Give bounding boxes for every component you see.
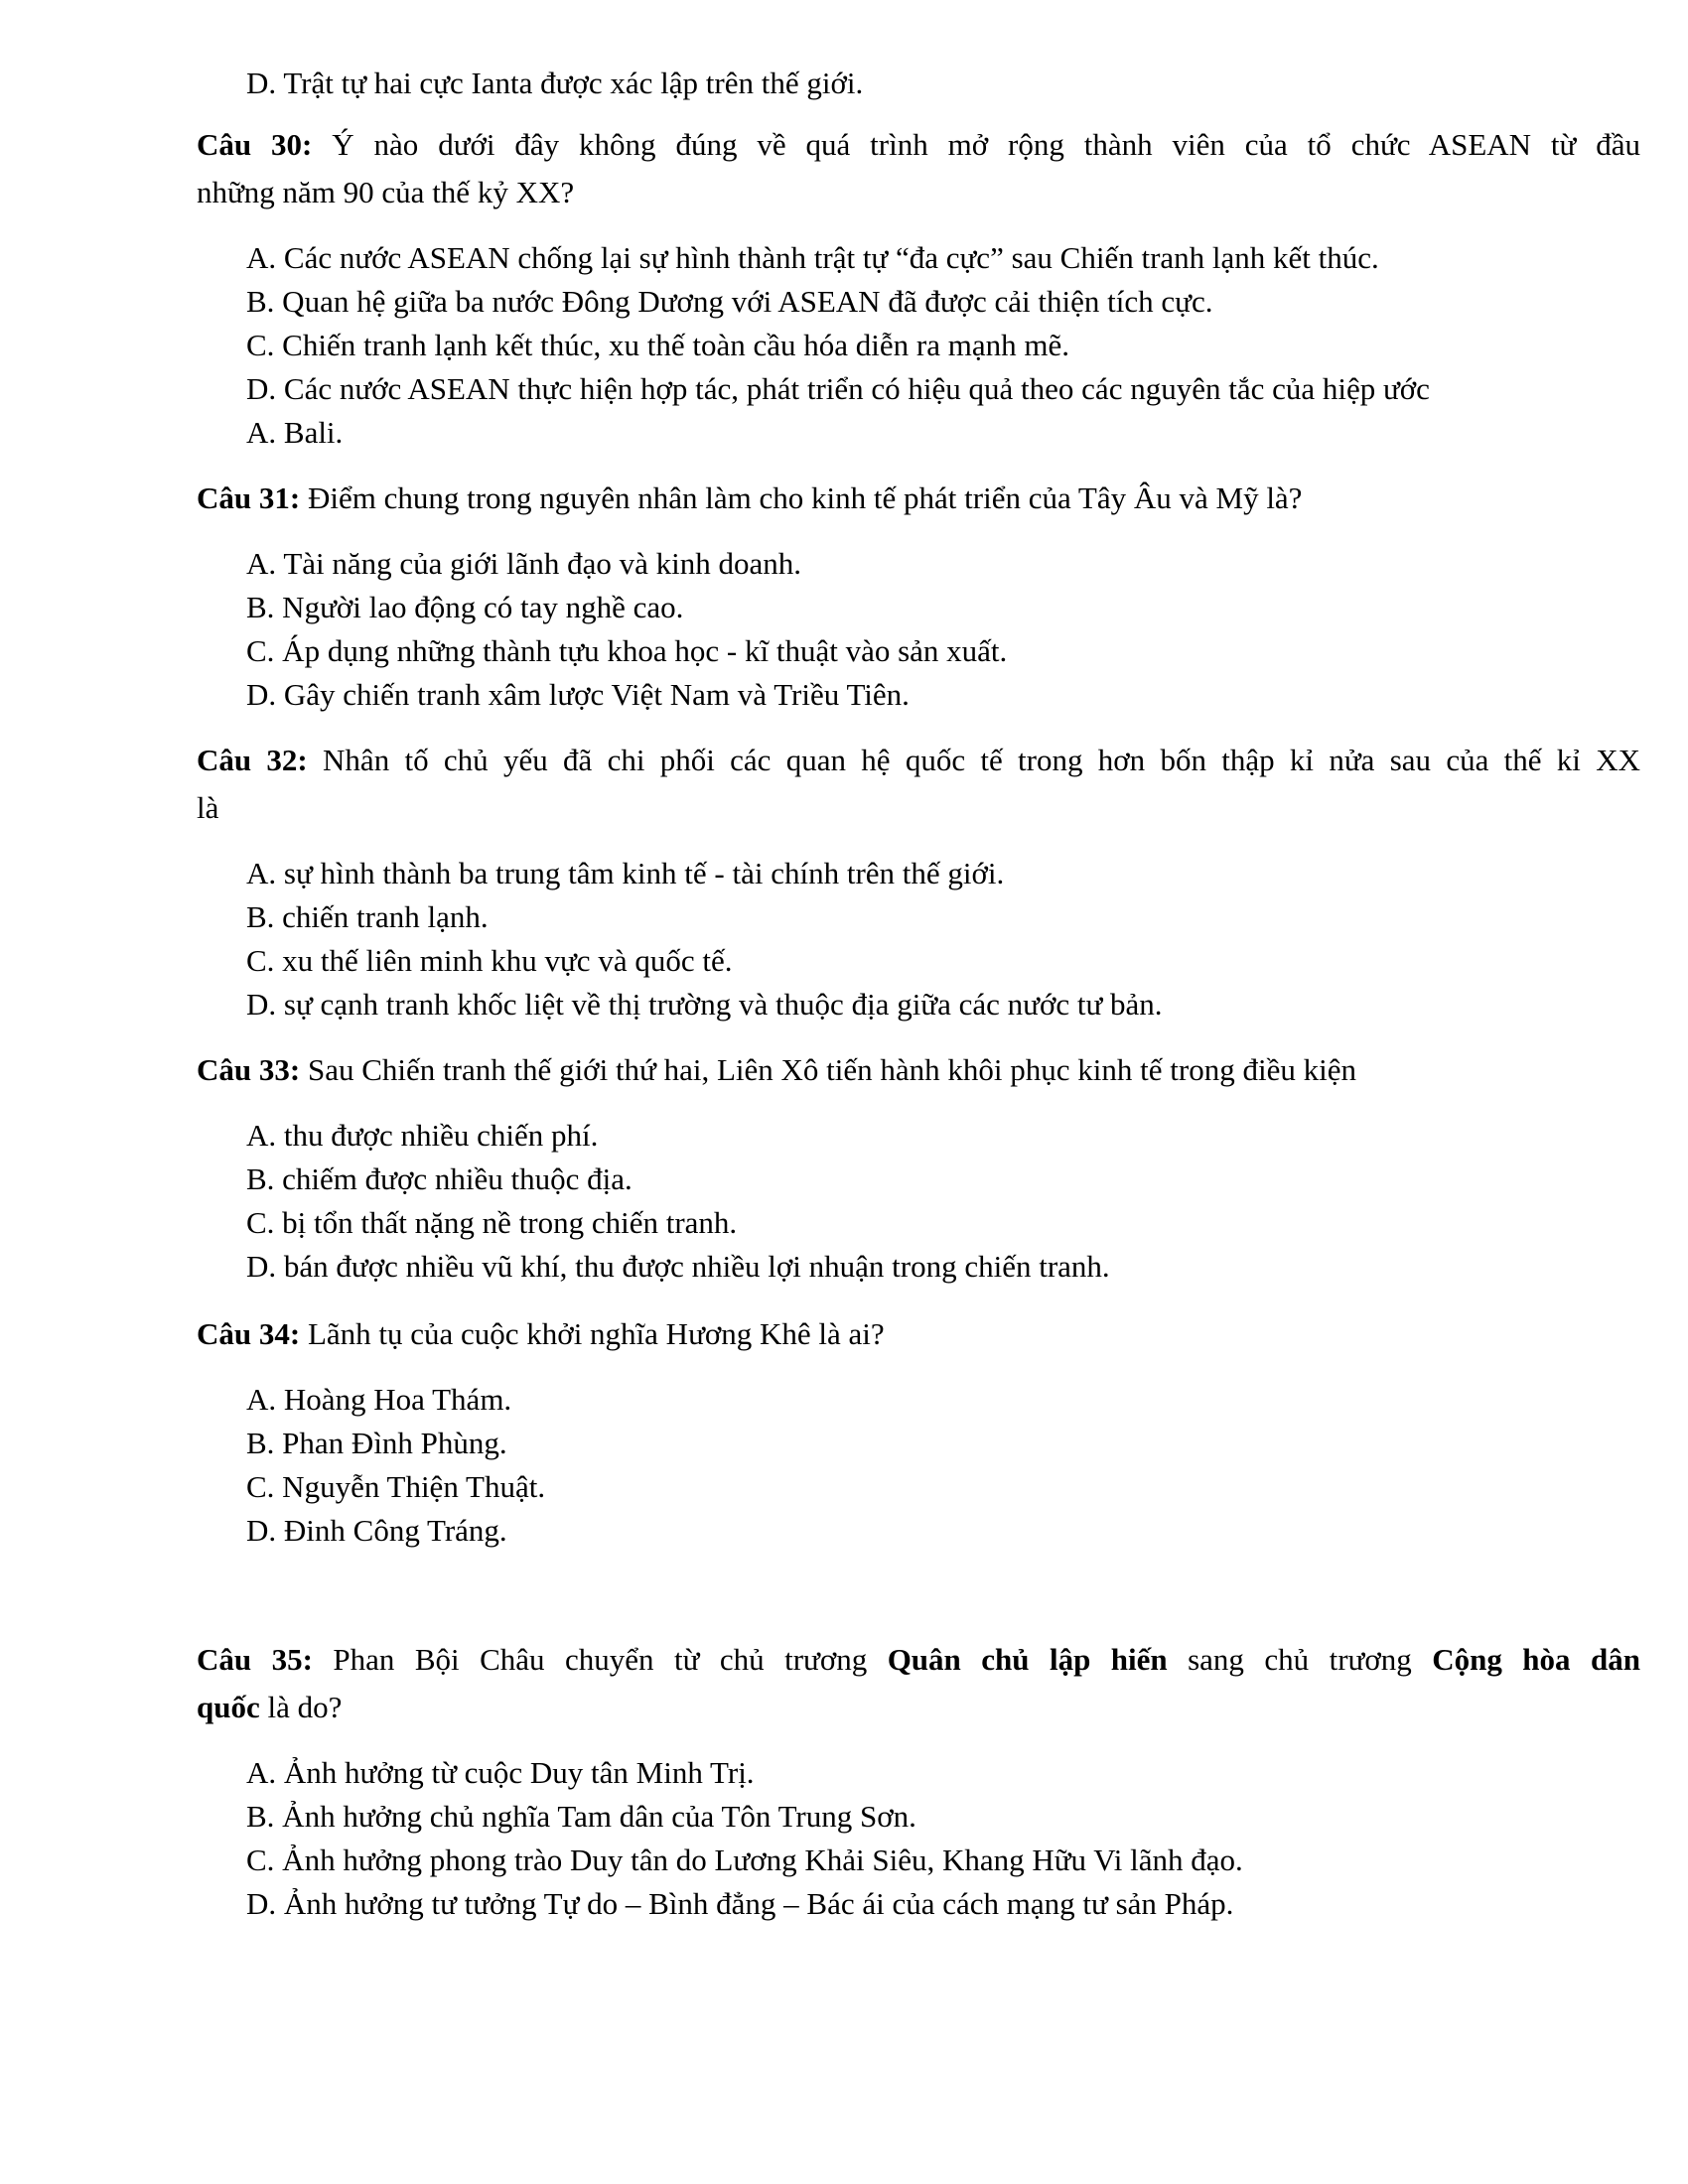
q35-number: Câu 35:	[197, 1642, 313, 1677]
q32-option-a: A. sự hình thành ba trung tâm kinh tế - tài chính trên thế giới.	[246, 856, 1005, 890]
q30-option-d: D. Các nước ASEAN thực hiện hợp tác, phát triển có hiệu quả theo các nguyên tắc của hiệp ước	[246, 371, 1430, 406]
q32-text-line2: là	[197, 790, 219, 825]
prev-option-d: D. Trật tự hai cực Ianta được xác lập trên thế giới.	[246, 66, 864, 100]
q32-option-b: B. chiến tranh lạnh.	[246, 899, 489, 934]
q30-text-line1: Ý nào dưới đây không đúng về quá trình mở rộng thành viên của tổ chức ASEAN từ đầu	[312, 127, 1640, 162]
q34-number: Câu 34:	[197, 1316, 301, 1351]
q33-stem	[197, 1052, 1356, 1088]
q34-option-b: B. Phan Đình Phùng.	[246, 1426, 507, 1460]
q33-text: Sau Chiến tranh thế giới thứ hai, Liên Xô tiến hành khôi phục kinh tế trong điều kiện	[300, 1052, 1356, 1087]
q32-number: Câu 32:	[197, 743, 308, 777]
q31-option-b: B. Người lao động có tay nghề cao.	[246, 590, 684, 624]
q35-stem-line2	[197, 1690, 342, 1725]
q30-option-a: A. Các nước ASEAN chống lại sự hình thành trật tự “đa cực” sau Chiến tranh lạnh kết thúc.	[246, 240, 1379, 275]
q35-option-c: C. Ảnh hưởng phong trào Duy tân do Lương Khải Siêu, Khang Hữu Vi lãnh đạo.	[246, 1843, 1243, 1877]
q30-option-e: A. Bali.	[246, 415, 344, 450]
q33-number: Câu 33:	[197, 1052, 301, 1087]
q35-option-b: B. Ảnh hưởng chủ nghĩa Tam dân của Tôn Trung Sơn.	[246, 1799, 916, 1834]
q30-option-b: B. Quan hệ giữa ba nước Đông Dương với ASEAN đã được cải thiện tích cực.	[246, 284, 1213, 319]
q31-text: Điểm chung trong nguyên nhân làm cho kinh tế phát triển của Tây Âu và Mỹ là?	[300, 480, 1303, 515]
q30-number: Câu 30:	[197, 127, 313, 162]
q30-stem-line1	[197, 127, 1640, 163]
q34-stem	[197, 1316, 885, 1352]
q34-option-c: C. Nguyễn Thiện Thuật.	[246, 1469, 546, 1504]
q31-option-a: A. Tài năng của giới lãnh đạo và kinh doanh.	[246, 546, 802, 581]
q35-bold-term-2: Cộng hòa dân	[1432, 1642, 1640, 1677]
q33-option-c: C. bị tổn thất nặng nề trong chiến tranh.	[246, 1205, 738, 1240]
q31-option-d: D. Gây chiến tranh xâm lược Việt Nam và Triều Tiên.	[246, 677, 910, 712]
q32-option-d: D. sự cạnh tranh khốc liệt về thị trường và thuộc địa giữa các nước tư bản.	[246, 987, 1163, 1022]
q35-text-part3: là do?	[259, 1690, 343, 1724]
q32-text-line1: Nhân tố chủ yếu đã chi phối các quan hệ quốc tế trong hơn bốn thập kỉ nửa sau của thế kỉ XX	[307, 743, 1640, 777]
q35-bold-term-1: Quân chủ lập hiến	[887, 1642, 1168, 1677]
q34-option-a: A. Hoàng Hoa Thám.	[246, 1382, 512, 1417]
q35-option-d: D. Ảnh hưởng tư tưởng Tự do – Bình đẳng – Bác ái của cách mạng tư sản Pháp.	[246, 1886, 1234, 1921]
q33-option-d: D. bán được nhiều vũ khí, thu được nhiều lợi nhuận trong chiến tranh.	[246, 1249, 1110, 1284]
q32-option-c: C. xu thế liên minh khu vực và quốc tế.	[246, 943, 733, 978]
q35-option-a: A. Ảnh hưởng từ cuộc Duy tân Minh Trị.	[246, 1755, 755, 1790]
q35-text-part2: sang chủ trương	[1167, 1642, 1433, 1677]
q30-option-c: C. Chiến tranh lạnh kết thúc, xu thế toàn cầu hóa diễn ra mạnh mẽ.	[246, 328, 1070, 362]
q31-stem	[197, 480, 1302, 516]
q34-text: Lãnh tụ của cuộc khởi nghĩa Hương Khê là ai?	[300, 1316, 885, 1351]
q31-number: Câu 31:	[197, 480, 301, 515]
q33-option-b: B. chiếm được nhiều thuộc địa.	[246, 1161, 633, 1196]
q31-option-c: C. Áp dụng những thành tựu khoa học - kĩ thuật vào sản xuất.	[246, 633, 1008, 668]
q33-option-a: A. thu được nhiều chiến phí.	[246, 1118, 599, 1153]
q35-bold-term-3: quốc	[197, 1690, 260, 1724]
q34-option-d: D. Đinh Công Tráng.	[246, 1513, 507, 1548]
q32-stem-line1	[197, 743, 1640, 778]
q35-text-part1: Phan Bội Châu chuyển từ chủ trương	[312, 1642, 888, 1677]
q35-stem-line1	[197, 1642, 1640, 1678]
q30-text-line2: những năm 90 của thế kỷ XX?	[197, 175, 575, 209]
